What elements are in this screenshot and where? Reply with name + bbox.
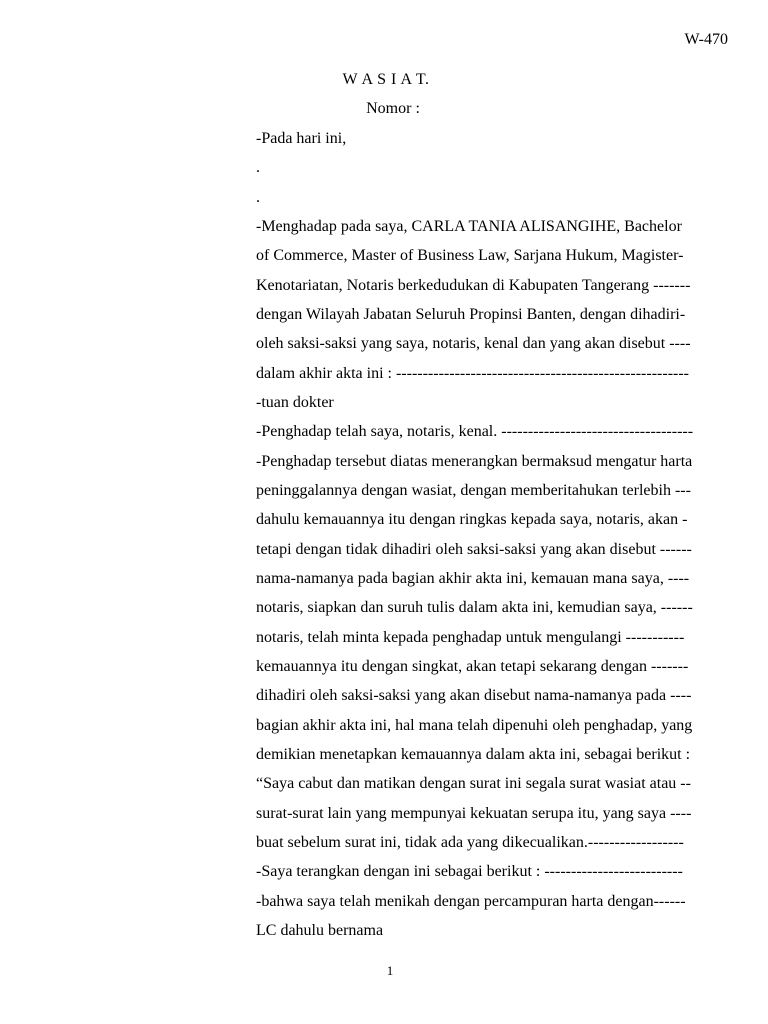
body-line: notaris, siapkan dan suruh tulis dalam akta ini, kemudian saya, ------ [256, 599, 693, 617]
body-line: Kenotariatan, Notaris berkedudukan di Kabupaten Tangerang ------- [256, 276, 691, 294]
body-line: -Saya terangkan dengan ini sebagai berikut : -------------------------- [256, 863, 683, 881]
body-line: notaris, telah minta kepada penghadap untuk mengulangi ----------- [256, 628, 685, 646]
body-line: dengan Wilayah Jabatan Seluruh Propinsi Banten, dengan dihadiri- [256, 305, 686, 323]
body-line: -Penghadap telah saya, notaris, kenal. ------------------------------------ [256, 423, 694, 441]
body-line: surat-surat lain yang mempunyai kekuatan serupa itu, yang saya ---- [256, 804, 692, 822]
body-line: nama-namanya pada bagian akhir akta ini, kemauan mana saya, ---- [256, 569, 690, 587]
body-line: dihadiri oleh saksi-saksi yang akan disebut nama-namanya pada ---- [256, 687, 692, 705]
body-line: “Saya cabut dan matikan dengan surat ini segala surat wasiat atau -- [256, 775, 691, 793]
body-line: of Commerce, Master of Business Law, Sarjana Hukum, Magister- [256, 247, 684, 265]
body-line: oleh saksi-saksi yang saya, notaris, kenal dan yang akan disebut ---- [256, 335, 691, 353]
body-line: -Penghadap tersebut diatas menerangkan bermaksud mengatur harta [256, 452, 693, 470]
body-line: . [256, 188, 260, 206]
document-code: W-470 [684, 31, 728, 48]
body-line: dalam akhir akta ini : ------------------------------------------------------- [256, 364, 689, 382]
document-body [256, 128, 750, 949]
body-line: -Menghadap pada saya, CARLA TANIA ALISANGIHE, Bachelor [256, 217, 682, 235]
body-line: peninggalannya dengan wasiat, dengan memberitahukan terlebih --- [256, 481, 691, 499]
body-line: -bahwa saya telah menikah dengan percampuran harta dengan------ [256, 892, 686, 910]
body-line: LC dahulu bernama [256, 921, 384, 939]
body-line: -tuan dokter [256, 393, 334, 411]
body-line: . [256, 159, 260, 177]
body-line: kemauannya itu dengan singkat, akan tetapi sekarang dengan ------- [256, 657, 689, 675]
body-line: dahulu kemauannya itu dengan ringkas kepada saya, notaris, akan - [256, 511, 688, 529]
document-number-label: Nomor : [366, 100, 420, 117]
document-title: W A S I A T. [342, 71, 430, 88]
body-line: tetapi dengan tidak dihadiri oleh saksi-saksi yang akan disebut ------ [256, 540, 692, 558]
body-line: buat sebelum surat ini, tidak ada yang dikecualikan.------------------ [256, 833, 684, 851]
body-line: demikian menetapkan kemauannya dalam akta ini, sebagai berikut : [256, 745, 691, 763]
body-line: -Pada hari ini, [256, 130, 347, 147]
body-line: bagian akhir akta ini, hal mana telah dipenuhi oleh penghadap, yang [256, 716, 693, 734]
page-number: 1 [386, 963, 394, 978]
